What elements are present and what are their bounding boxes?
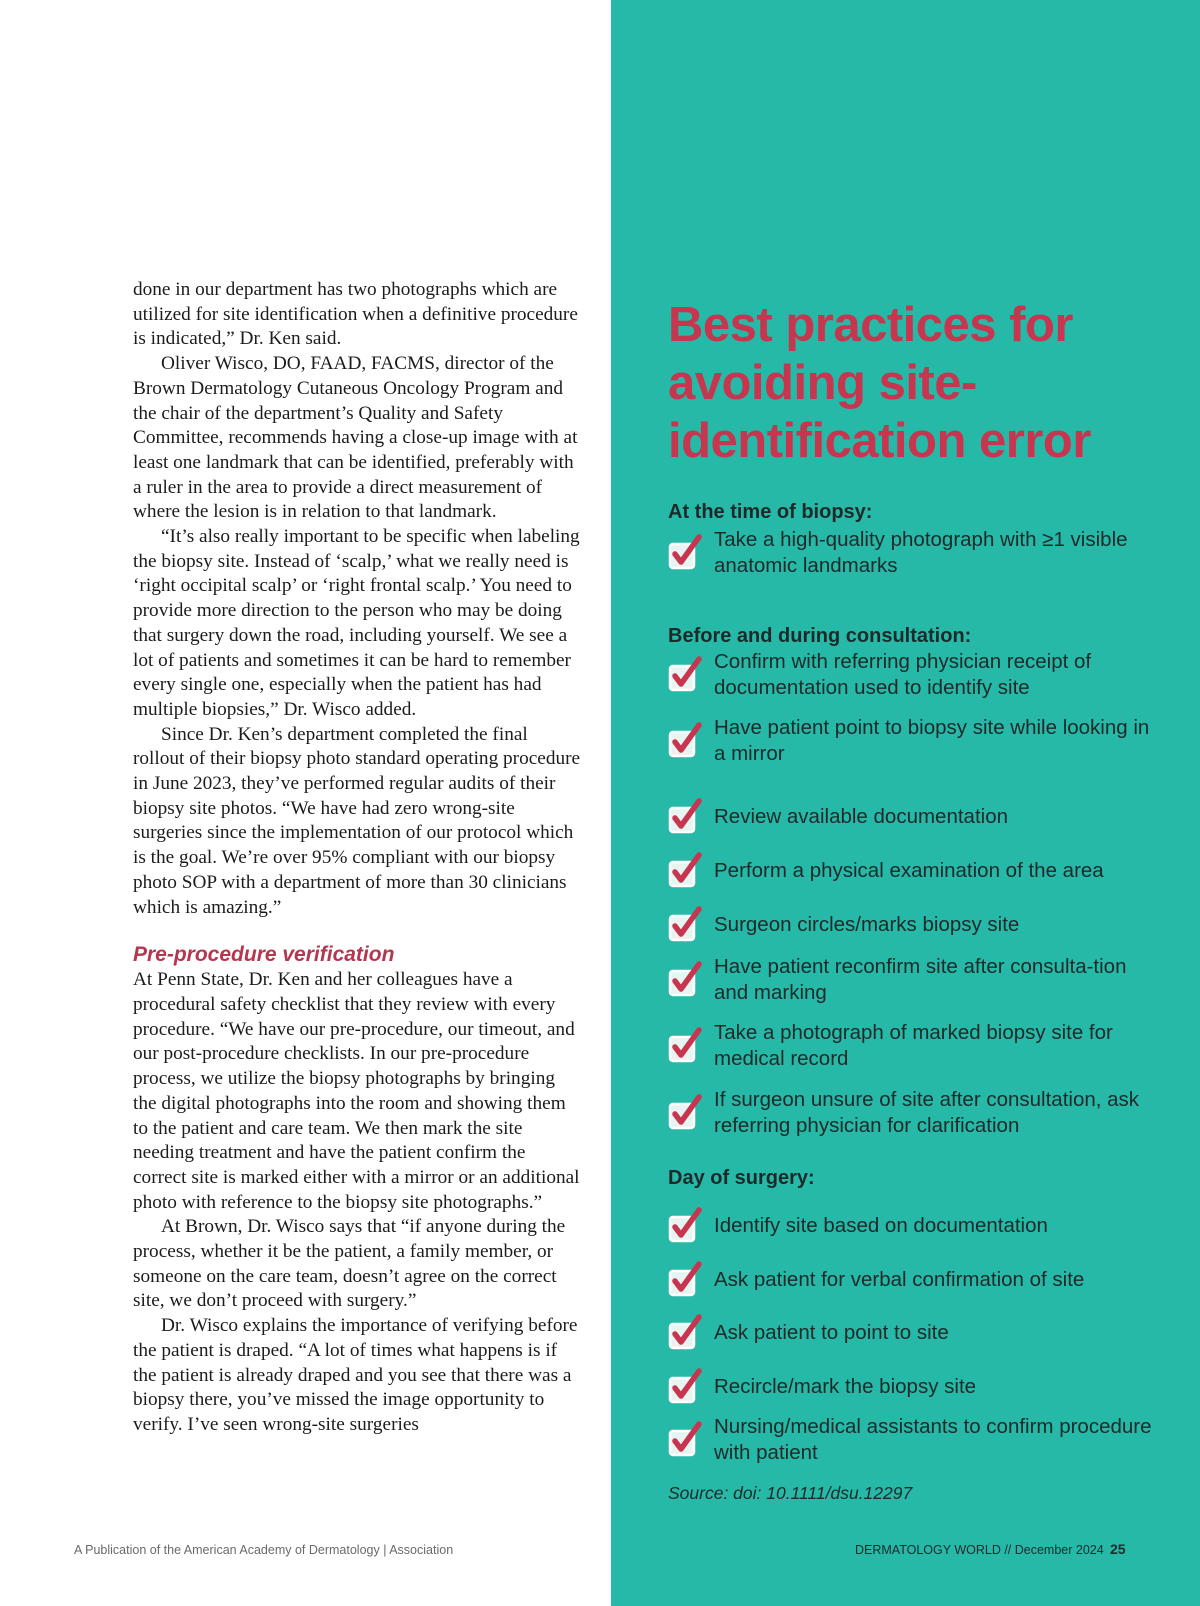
checkbox-check-icon bbox=[668, 656, 702, 694]
article-paragraph: done in our department has two photographs which are utilized for site identification when a definitive procedure is indicated,” Dr. Ken said. bbox=[133, 279, 578, 350]
checkbox-check-icon bbox=[668, 1368, 702, 1406]
checkbox-check-icon bbox=[668, 1027, 702, 1065]
article-paragraph: At Penn State, Dr. Ken and her colleagues have a procedural safety checklist that they review with every procedure. “We have our pre-procedure, our timeout, and our post-procedure checklists. In our pre-procedure process, we utilize the biopsy photographs by bringing the digital photographs into the room and showing them to the patient and care team. We then mark the site needing treatment and have the patient confirm the correct site is marked either with a mirror or an additional photo with reference to the biopsy site photographs.” bbox=[133, 969, 580, 1213]
source-citation: Source: doi: 10.1111/dsu.12297 bbox=[668, 1483, 913, 1503]
checklist-item bbox=[668, 1085, 1148, 1141]
article-paragraph: Oliver Wisco, DO, FAAD, FACMS, director of the Brown Dermatology Cutaneous Oncology Program and the chair of the department’s Quality and Safety Committee, recommends having a close-up image with at least one landmark that can be identified, preferably with a ruler in the area to provide a direct measurement of where the lesion is in relation to that landmark. bbox=[133, 353, 578, 523]
checklist-item-text: Confirm with referring physician receipt of documentation used to identify site bbox=[714, 650, 1092, 699]
checklist-item bbox=[668, 897, 1148, 953]
checklist-item bbox=[668, 843, 1148, 899]
checklist-item-text: Have patient reconfirm site after consulta-tion and marking bbox=[714, 955, 1127, 1004]
section-heading-surgery-day: Day of surgery: bbox=[668, 1167, 815, 1189]
checklist-item bbox=[668, 1359, 1148, 1415]
article-paragraph: Since Dr. Ken’s department completed the final rollout of their biopsy photo standard operating procedure in June 2023, they’ve performed regular audits of their biopsy site photos. “We have had zero wrong-site surgeries since the implementation of our protocol which is the goal. We’re over 95% compliant with our biopsy photo SOP with a department of more than 30 clinicians which is amazing.” bbox=[133, 723, 581, 918]
checklist-item bbox=[668, 1018, 1148, 1074]
checklist-item bbox=[668, 713, 1148, 769]
checklist-item-text: Surgeon circles/marks biopsy site bbox=[714, 913, 1020, 936]
checklist-item-text: Recircle/mark the biopsy site bbox=[714, 1375, 977, 1398]
checklist-item-text: Ask patient to point to site bbox=[714, 1321, 949, 1344]
checklist-item bbox=[668, 1198, 1148, 1254]
checkbox-check-icon bbox=[668, 906, 702, 944]
checklist-item bbox=[668, 525, 1148, 581]
checklist-item bbox=[668, 647, 1148, 703]
checklist-item-text: Review available documentation bbox=[714, 805, 1009, 828]
checklist-item-text: Take a high-quality photograph with ≥1 visible anatomic landmarks bbox=[714, 528, 1128, 577]
checklist-item bbox=[668, 789, 1148, 845]
checkbox-check-icon bbox=[668, 961, 702, 999]
checklist-item bbox=[668, 1305, 1148, 1361]
checklist-item-text: Identify site based on documentation bbox=[714, 1214, 1048, 1237]
checkbox-check-icon bbox=[668, 1261, 702, 1299]
article-paragraph: Dr. Wisco explains the importance of verifying before the patient is draped. “A lot of times what happens is if the patient is already draped and you see that there was a biopsy there, you’ve missed the image opportunity to verify. I’ve seen wrong-site surgeries bbox=[133, 1315, 578, 1435]
checklist-item-text: If surgeon unsure of site after consultation, ask referring physician for clarification bbox=[714, 1088, 1140, 1137]
checkbox-check-icon bbox=[668, 722, 702, 760]
checklist-item-text: Perform a physical examination of the area bbox=[714, 859, 1104, 882]
section-heading-biopsy: At the time of biopsy: bbox=[668, 501, 873, 523]
checkbox-check-icon bbox=[668, 534, 702, 572]
article-paragraph: “It’s also really important to be specific when labeling the biopsy site. Instead of ‘scalp,’ what we really need is ‘right occipital scalp’ or ‘right frontal scalp.’ You need to provide more direction to the person who may be doing that surgery down the road, including yourself. We see a lot of patients and sometimes it can be hard to remember every single one, especially when the patient has had multiple biopsies,” Dr. Wisco added. bbox=[133, 526, 580, 720]
checklist-item-text: Ask patient for verbal confirmation of site bbox=[714, 1268, 1085, 1291]
checklist-item bbox=[668, 1252, 1148, 1308]
sidebar-title: Best practices for avoiding site-identification error bbox=[668, 298, 1091, 468]
checkbox-check-icon bbox=[668, 1094, 702, 1132]
article-subheading: Pre-procedure verification bbox=[133, 943, 395, 967]
article-paragraph: At Brown, Dr. Wisco says that “if anyone during the process, whether it be the patient, a family member, or someone on the care team, doesn’t agree on the correct site, we don’t proceed with surgery.” bbox=[133, 1216, 566, 1312]
checklist-item bbox=[668, 1412, 1152, 1468]
checklist-item-text: Have patient point to biopsy site while looking in a mirror bbox=[714, 716, 1150, 765]
issue-footer: DERMATOLOGY WORLD // December 2024 bbox=[855, 1543, 1104, 1557]
checkbox-check-icon bbox=[668, 798, 702, 836]
article-body bbox=[133, 278, 583, 1438]
checkbox-check-icon bbox=[668, 1207, 702, 1245]
checklist-item-text: Take a photograph of marked biopsy site for medical record bbox=[714, 1021, 1113, 1070]
page-number: 25 bbox=[1110, 1541, 1126, 1557]
checklist-item bbox=[668, 952, 1148, 1008]
checklist-item-text: Nursing/medical assistants to confirm procedure with patient bbox=[714, 1415, 1152, 1464]
checkbox-check-icon bbox=[668, 1421, 702, 1459]
checkbox-check-icon bbox=[668, 1314, 702, 1352]
section-heading-consultation: Before and during consultation: bbox=[668, 625, 972, 647]
publisher-footer: A Publication of the American Academy of Dermatology | Association bbox=[74, 1543, 454, 1557]
checkbox-check-icon bbox=[668, 852, 702, 890]
